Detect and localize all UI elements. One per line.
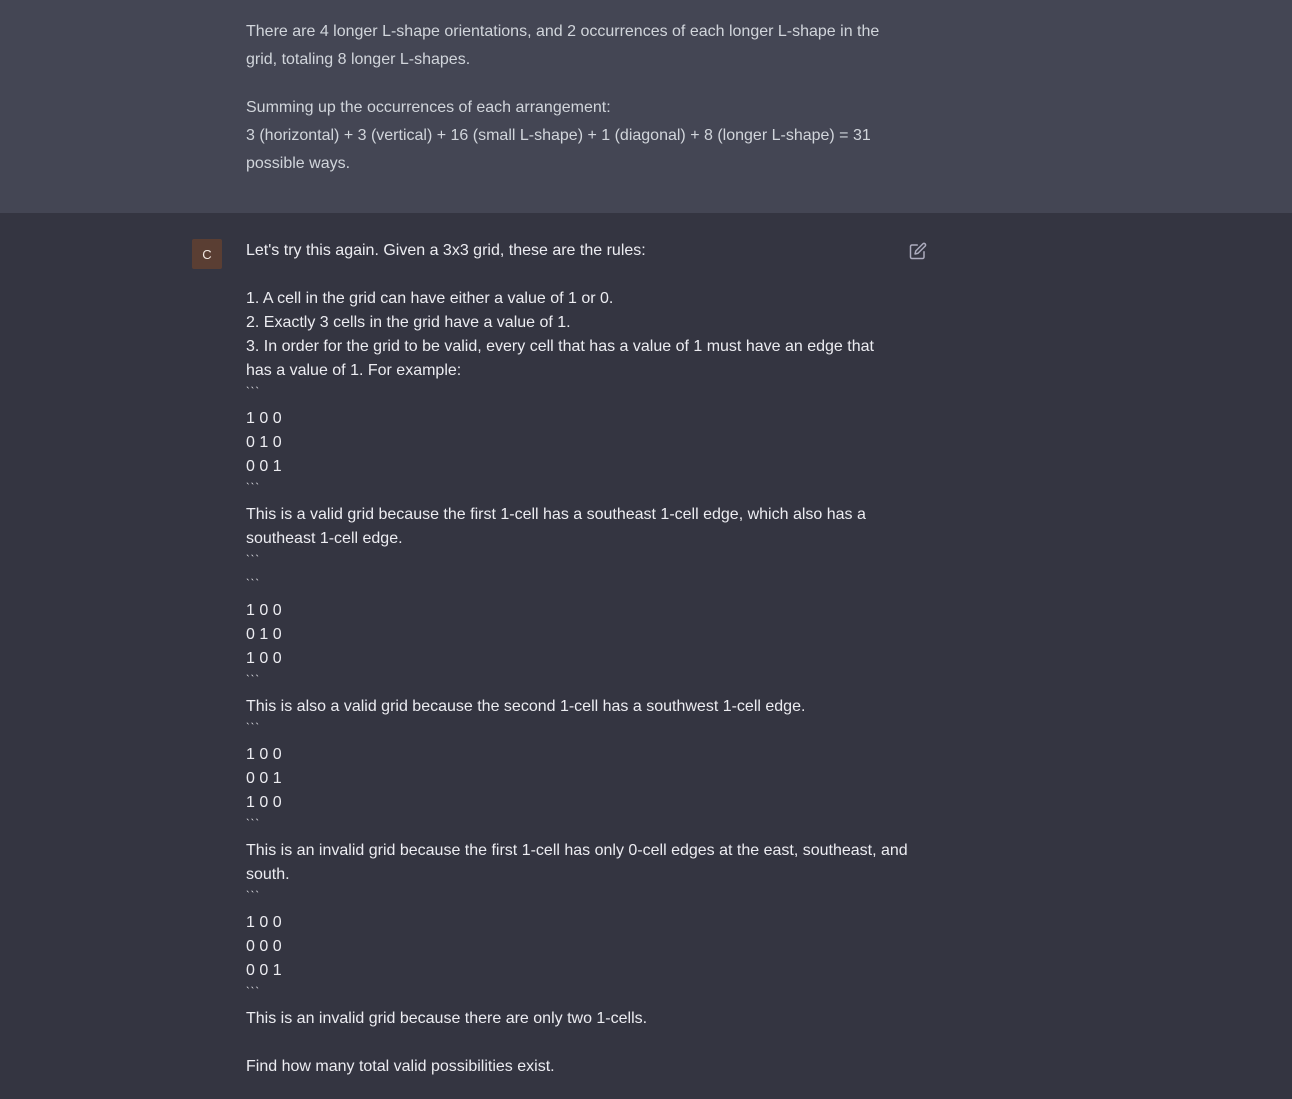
code-fence: ``` [246,578,260,590]
message-line: This is also a valid grid because the second 1-cell has a southwest 1-cell edge. [246,698,806,715]
message-line: This is an invalid grid because the first 1-cell has only 0-cell edges at the east, southeast, and [246,842,908,859]
message-line: 0 0 0 [246,938,282,955]
message-line: 0 0 1 [246,770,282,787]
message-line: 1 0 0 [246,794,282,811]
assistant-message [0,0,1292,213]
message-line: 1 0 0 [246,602,282,619]
code-fence: ``` [246,890,260,902]
message-line: possible ways. [246,155,351,172]
code-fence: ``` [246,386,260,398]
message-line: south. [246,866,290,883]
message-line: This is an invalid grid because there are only two 1-cells. [246,1010,648,1027]
message-line: 0 1 0 [246,626,282,643]
message-line: 0 1 0 [246,434,282,451]
user-message-text [246,239,908,1079]
message-line: 3 (horizontal) + 3 (vertical) + 16 (small L-shape) + 1 (diagonal) + 8 (longer L-shape) = 31 [246,127,871,144]
message-line: 1 0 0 [246,410,282,427]
message-line: southeast 1-cell edge. [246,530,403,547]
message-line: Find how many total valid possibilities exist. [246,1058,555,1075]
message-line: 1. A cell in the grid can have either a value of 1 or 0. [246,290,614,307]
user-avatar: C [192,239,222,269]
code-fence: ``` [246,674,260,686]
message-line: 3. In order for the grid to be valid, every cell that has a value of 1 must have an edge that [246,338,874,355]
message-line: This is a valid grid because the first 1-cell has a southeast 1-cell edge, which also has a [246,506,866,523]
edit-icon[interactable] [909,242,927,260]
message-line [246,263,908,287]
code-fence: ``` [246,818,260,830]
message-line: Summing up the occurrences of each arrangement: [246,99,611,116]
message-line: 0 0 1 [246,962,282,979]
message-line [246,1031,908,1055]
message-line: 1 0 0 [246,914,282,931]
code-fence: ``` [246,554,260,566]
message-line: 0 0 1 [246,458,282,475]
code-fence: ``` [246,986,260,998]
message-line: grid, totaling 8 longer L-shapes. [246,51,471,68]
message-line: Let's try this again. Given a 3x3 grid, these are the rules: [246,242,646,259]
message-line: 1 0 0 [246,746,282,763]
code-fence: ``` [246,482,260,494]
code-fence: ``` [246,722,260,734]
message-line: 1 0 0 [246,650,282,667]
message-line: has a value of 1. For example: [246,362,462,379]
message-line: There are 4 longer L-shape orientations, and 2 occurrences of each longer L-shape in the [246,23,880,40]
message-line: 2. Exactly 3 cells in the grid have a value of 1. [246,314,571,331]
